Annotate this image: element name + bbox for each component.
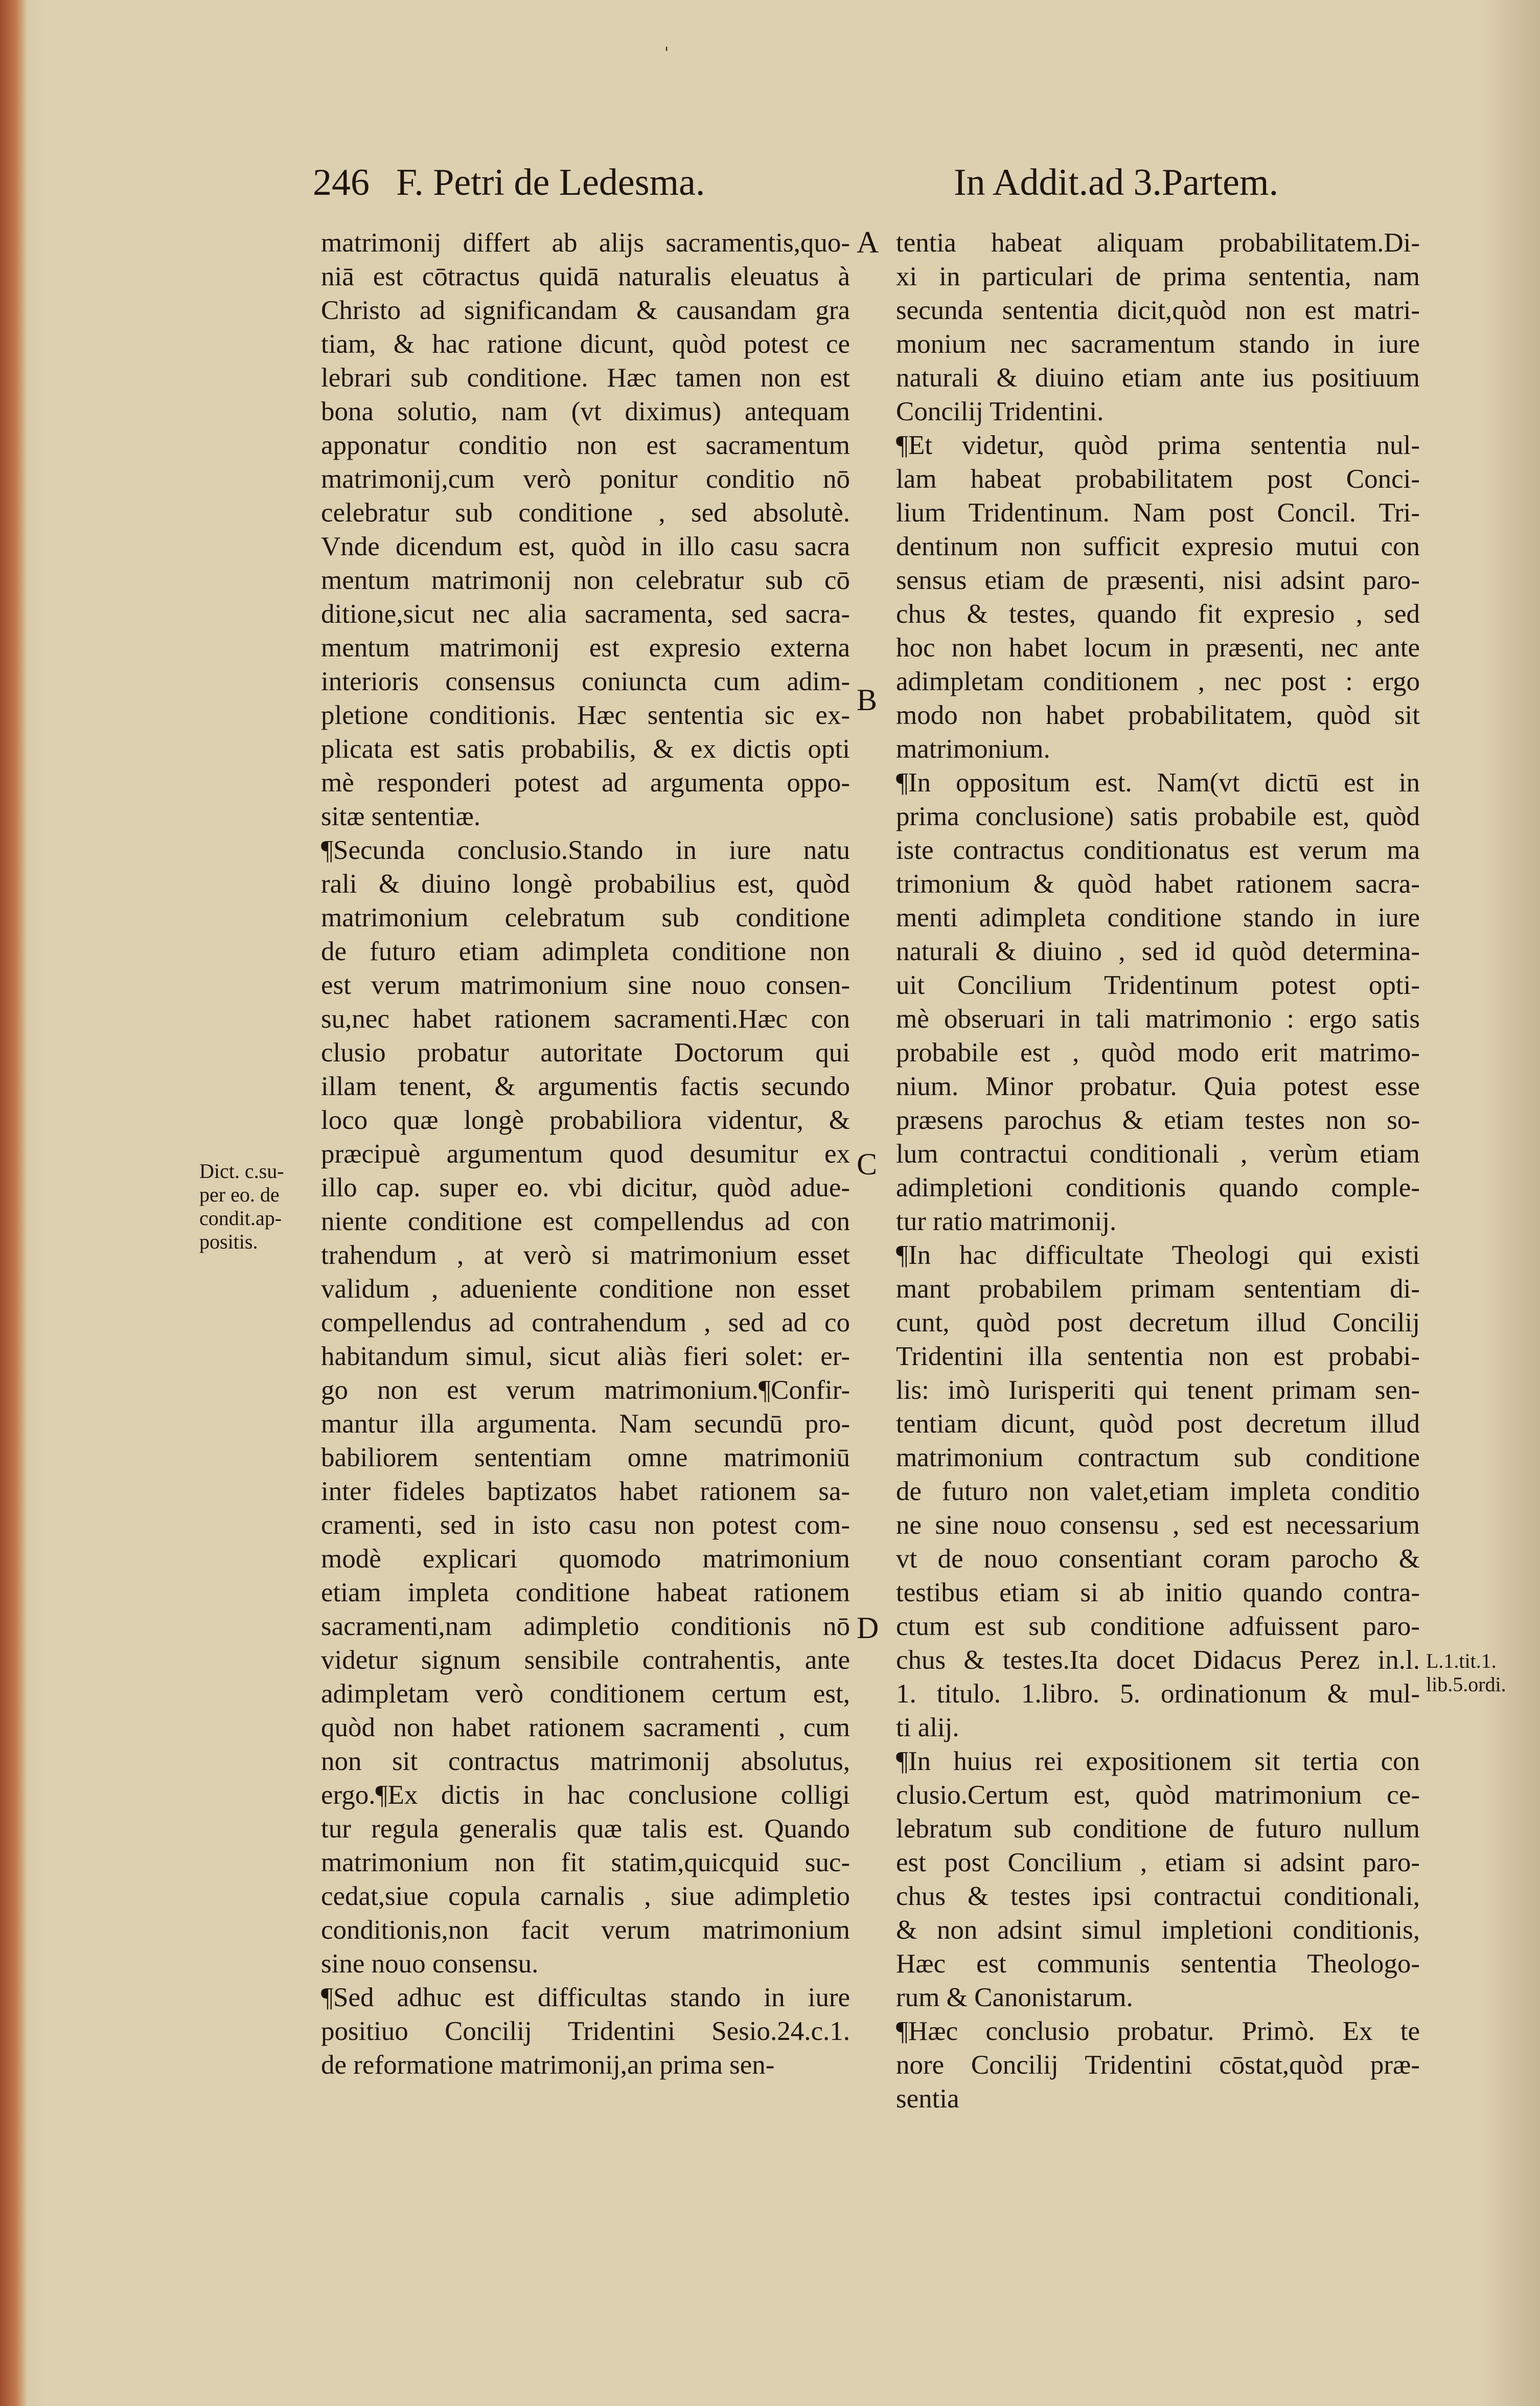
text-line: de futuro etiam adimpleta conditione non (321, 937, 850, 966)
text-line: Christo ad significandam & causandam gra (321, 296, 850, 325)
text-line: tur regula generalis quæ talis est. Quando (321, 1814, 850, 1844)
text-line: vt de nouo consentiant coram parocho & (896, 1544, 1420, 1574)
text-line: iste contractus conditionatus est verum ma (896, 835, 1420, 865)
right-marginal-note (1426, 1649, 1506, 1696)
text-line: go non est verum matrimonium.¶Confir- (321, 1375, 850, 1405)
text-line: ¶In oppositum est. Nam(vt dictū est in (896, 768, 1420, 798)
text-line: habitandum simul, sicut aliàs fieri solet: er- (321, 1342, 850, 1371)
text-line: Concilij Tridentini. (896, 397, 1104, 426)
marginal-note-line: positis. (199, 1230, 258, 1253)
text-line: matrimonij differt ab alijs sacramentis,quo- (321, 228, 850, 258)
text-line: lebratum sub conditione de futuro nullum (896, 1814, 1420, 1844)
text-line: clusio.Certum est, quòd matrimonium ce- (896, 1780, 1420, 1810)
text-line: probabile est , quòd modo erit matrimo- (896, 1038, 1420, 1068)
text-line: cedat,siue copula carnalis , siue adimpletio (321, 1881, 850, 1911)
text-line: est post Concilium , etiam si adsint paro- (896, 1848, 1420, 1877)
text-line: positiuo Concilij Tridentini Sesio.24.c.1. (321, 2016, 850, 2046)
text-line: ergo.¶Ex dictis in hac conclusione colligi (321, 1780, 850, 1810)
text-line: ¶Hæc conclusio probatur. Primò. Ex te (896, 2016, 1420, 2046)
text-line: babiliorem sententiam omne matrimoniū (321, 1443, 850, 1472)
text-line: adimpletioni conditionis quando comple- (896, 1173, 1420, 1202)
text-line: matrimonium non fit statim,quicquid suc- (321, 1848, 850, 1877)
left-running-title: F. Petri de Ledesma. (396, 162, 705, 203)
text-line: ne sine nouo consensu , sed est necessarium (896, 1510, 1420, 1540)
text-line: prima conclusione) satis probabile est, quòd (896, 802, 1420, 831)
text-line: cramenti, sed in isto casu non potest com- (321, 1510, 850, 1540)
text-line: tentiam dicunt, quòd post decretum illud (896, 1409, 1420, 1439)
left-text-column (321, 226, 850, 2082)
text-line: apponatur conditio non est sacramentum (321, 430, 850, 460)
text-line: su,nec habet rationem sacramenti.Hæc con (321, 1004, 850, 1034)
page-edge (0, 0, 27, 2406)
text-line: ti alij. (896, 1713, 959, 1742)
text-line: celebratur sub conditione , sed absolutè. (321, 498, 850, 528)
marginal-note-line: condit.ap- (199, 1207, 282, 1230)
text-line: matrimonium. (896, 734, 1050, 764)
marginal-note-line: lib.5.ordi. (1426, 1673, 1506, 1696)
right-running-title: In Addit.ad 3.Partem. (954, 162, 1279, 203)
text-line: uit Concilium Tridentinum potest opti- (896, 970, 1420, 1000)
text-line: compellendus ad contrahendum , sed ad co (321, 1308, 850, 1337)
text-line: inter fideles baptizatos habet rationem sa- (321, 1477, 850, 1506)
marginal-note-line: L.1.tit.1. (1426, 1649, 1497, 1672)
text-line: ¶Secunda conclusio.Stando in iure natu (321, 835, 850, 865)
section-letter-d: D (857, 1611, 879, 1645)
text-line: modo non habet probabilitatem, quòd sit (896, 700, 1420, 730)
text-line: lam habeat probabilitatem post Conci- (896, 464, 1420, 494)
text-line: ¶In huius rei expositionem sit tertia con (896, 1746, 1420, 1776)
text-line: rali & diuino longè probabilius est, quòd (321, 869, 850, 899)
text-line: videtur signum sensibile contrahentis, ante (321, 1645, 850, 1675)
text-line: Vnde dicendum est, quòd in illo casu sacra (321, 532, 850, 561)
text-line: sensus etiam de præsenti, nisi adsint paro- (896, 565, 1420, 595)
text-line: nore Concilij Tridentini cōstat,quòd præ- (896, 2050, 1420, 2080)
text-line: mè obseruari in tali matrimonio : ergo satis (896, 1004, 1420, 1034)
text-line: tiam, & hac ratione dicunt, quòd potest ce (321, 329, 850, 359)
text-line: cunt, quòd post decretum illud Concilij (896, 1308, 1420, 1337)
text-line: quòd non habet rationem sacramenti , cum (321, 1713, 850, 1742)
text-line: clusio probatur autoritate Doctorum qui (321, 1038, 850, 1068)
text-line: illo cap. super eo. vbi dicitur, quòd adue- (321, 1173, 850, 1202)
text-line: ctum est sub conditione adfuissent paro- (896, 1611, 1420, 1641)
text-line: mantur illa argumenta. Nam secundū pro- (321, 1409, 850, 1439)
text-line: ditione,sicut nec alia sacramenta, sed sacra- (321, 599, 850, 629)
text-line: lium Tridentinum. Nam post Concil. Tri- (896, 498, 1420, 528)
text-line: menti adimpleta conditione stando in iure (896, 903, 1420, 933)
text-line: rum & Canonistarum. (896, 1983, 1133, 2012)
text-line: lum contractui conditionali , verùm etiam (896, 1139, 1420, 1169)
section-letter-c: C (857, 1147, 878, 1181)
text-line: loco quæ longè probabiliora videntur, & (321, 1105, 850, 1135)
text-line: testibus etiam si ab initio quando contra- (896, 1578, 1420, 1607)
left-marginal-note (199, 1160, 284, 1254)
corner-mark: ' (664, 44, 669, 62)
text-line: xi in particulari de prima sententia, nam (896, 262, 1420, 291)
text-line: mentum matrimonij non celebratur sub cō (321, 565, 850, 595)
text-line: ¶Et videtur, quòd prima sententia nul- (896, 430, 1420, 460)
text-line: sentia (896, 2084, 959, 2114)
text-line: præsens parochus & etiam testes non so- (896, 1105, 1420, 1135)
text-line: chus & testes, quando fit expresio , sed (896, 599, 1420, 629)
text-line: sine nouo consensu. (321, 1949, 539, 1979)
text-line: Tridentini illa sententia non est probabi- (896, 1342, 1420, 1371)
right-text-column (896, 226, 1420, 2116)
text-line: de reformatione matrimonij,an prima sen- (321, 2050, 775, 2080)
text-line: niente conditione est compellendus ad con (321, 1207, 850, 1236)
text-line: dentinum non sufficit expresio mutui con (896, 532, 1420, 561)
section-letter-b: B (857, 683, 878, 717)
text-line: mè responderi potest ad argumenta oppo- (321, 768, 850, 798)
text-line: naturali & diuino etiam ante ius positiuum (896, 363, 1420, 393)
text-line: mentum matrimonij est expresio externa (321, 633, 850, 663)
text-line: Hæc est communis sententia Theologo- (896, 1949, 1420, 1979)
text-line: interioris consensus coniuncta cum adim- (321, 667, 850, 696)
text-line: matrimonij,cum verò ponitur conditio nō (321, 464, 850, 494)
text-line: tur ratio matrimonij. (896, 1207, 1117, 1236)
text-line: modè explicari quomodo matrimonium (321, 1544, 850, 1574)
text-line: chus & testes.Ita docet Didacus Perez in.l. (896, 1645, 1420, 1675)
text-line: chus & testes ipsi contractui conditionali, (896, 1881, 1420, 1911)
text-line: nium. Minor probatur. Quia potest esse (896, 1072, 1420, 1101)
text-line: hoc non habet locum in præsenti, nec ante (896, 633, 1420, 663)
text-line: trimonium & quòd habet rationem sacra- (896, 869, 1420, 899)
text-line: adimpletam conditionem , nec post : ergo (896, 667, 1420, 696)
text-line: est verum matrimonium sine nouo consen- (321, 970, 850, 1000)
text-line: adimpletam verò conditionem certum est, (321, 1679, 850, 1709)
text-line: bona solutio, nam (vt diximus) antequam (321, 397, 850, 426)
text-line: matrimonium contractum sub conditione (896, 1443, 1420, 1472)
text-line: 1. titulo. 1.libro. 5. ordinationum & mul- (896, 1679, 1420, 1709)
text-line: trahendum , at verò si matrimonium esset (321, 1240, 850, 1270)
text-line: secunda sententia dicit,quòd non est matri- (896, 296, 1420, 325)
text-line: niā est cōtractus quidā naturalis eleuatus à (321, 262, 850, 291)
text-line: plicata est satis probabilis, & ex dictis opti (321, 734, 850, 764)
text-line: non sit contractus matrimonij absolutus, (321, 1746, 850, 1776)
marginal-note-line: per eo. de (199, 1183, 280, 1206)
text-line: pletione conditionis. Hæc sententia sic ex- (321, 700, 850, 730)
text-line: matrimonium celebratum sub conditione (321, 903, 850, 933)
text-line: præcipuè argumentum quod desumitur ex (321, 1139, 850, 1169)
text-line: lis: imò Iurisperiti qui tenent primam sen- (896, 1375, 1420, 1405)
section-letter-a: A (857, 225, 879, 259)
text-line: tentia habeat aliquam probabilitatem.Di- (896, 228, 1420, 258)
text-line: ¶Sed adhuc est difficultas stando in iure (321, 1983, 850, 2012)
page-number: 246 (313, 162, 370, 203)
text-line: illam tenent, & argumentis factis secundo (321, 1072, 850, 1101)
text-line: sacramenti,nam adimpletio conditionis nō (321, 1611, 850, 1641)
text-line: lebrari sub conditione. Hæc tamen non est (321, 363, 850, 393)
text-line: sitæ sententiæ. (321, 802, 481, 831)
text-line: ¶In hac difficultate Theologi qui existi (896, 1240, 1420, 1270)
marginal-note-line: Dict. c.su- (199, 1160, 284, 1183)
text-line: validum , adueniente conditione non esset (321, 1274, 850, 1304)
text-line: conditionis,non facit verum matrimonium (321, 1915, 850, 1945)
text-line: etiam impleta conditione habeat rationem (321, 1578, 850, 1607)
text-line: de futuro non valet,etiam impleta conditio (896, 1477, 1420, 1506)
text-line: monium nec sacramentum stando in iure (896, 329, 1420, 359)
text-line: & non adsint simul impletioni conditionis, (896, 1915, 1420, 1945)
text-line: naturali & diuino , sed id quòd determina- (896, 937, 1420, 966)
text-line: mant probabilem primam sententiam di- (896, 1274, 1420, 1304)
